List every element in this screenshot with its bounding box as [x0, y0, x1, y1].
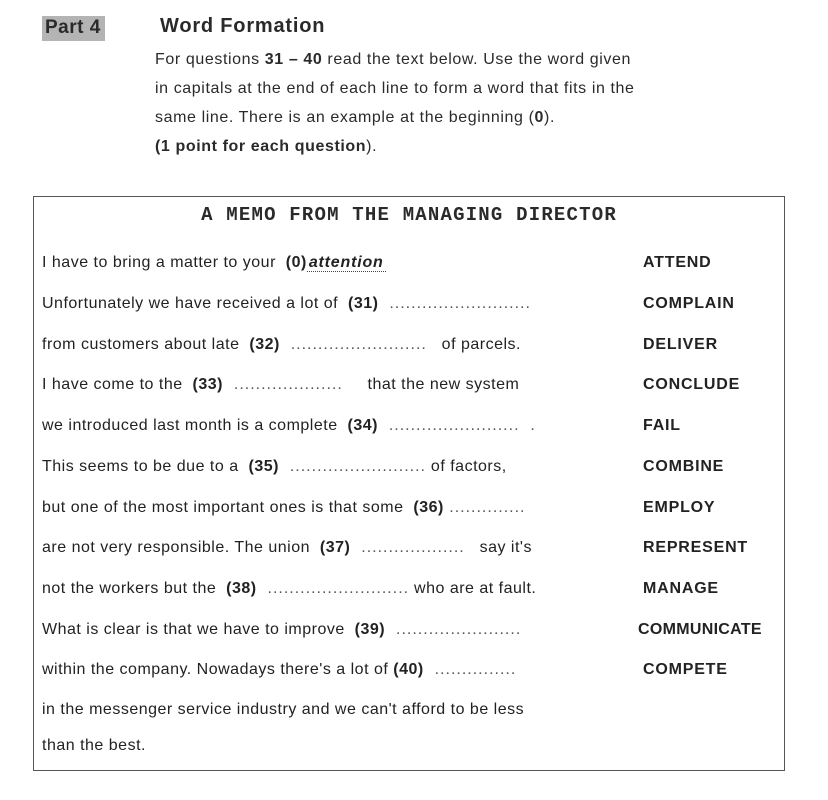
- line-text: of factors,: [425, 458, 507, 475]
- instructions-line-3: same line. There is an example at the beginning (0).: [155, 109, 556, 126]
- memo-line: [42, 336, 521, 358]
- memo-line: [42, 701, 524, 723]
- stem-word: REPRESENT: [643, 539, 748, 556]
- question-number: (36): [413, 499, 444, 516]
- instructions: [155, 49, 755, 165]
- question-number: (31): [348, 295, 379, 312]
- stem-word: COMPLAIN: [643, 295, 735, 312]
- question-number: (39): [354, 621, 386, 638]
- question-number: (37): [319, 539, 351, 556]
- line-text: I have come to the: [42, 376, 193, 393]
- question-number: (34): [347, 417, 378, 434]
- answer-blank: ..........................: [378, 295, 531, 312]
- memo-line: [42, 661, 516, 683]
- answer-blank: .......................: [385, 621, 522, 638]
- answer-blank: ..............: [443, 499, 526, 516]
- example-answer: attention: [308, 254, 384, 271]
- answer-blank: ...................: [350, 539, 465, 556]
- memo-line: [42, 737, 146, 759]
- stem-word: COMBINE: [643, 458, 725, 475]
- question-number: (38): [226, 580, 257, 597]
- answer-blank: .........................: [278, 458, 426, 475]
- question-number: (35): [248, 458, 279, 475]
- memo-line: [42, 539, 532, 561]
- answer-blank: ...............: [423, 661, 517, 678]
- answer-blank: ....................: [222, 376, 343, 393]
- stem-word: COMPETE: [643, 661, 728, 678]
- stem-word: ATTEND: [643, 254, 712, 271]
- line-text: that the new system: [342, 376, 520, 393]
- question-number: (40): [393, 661, 424, 678]
- line-text: than the best.: [42, 737, 146, 754]
- memo-line: [42, 580, 536, 602]
- memo-line: [42, 295, 531, 317]
- line-text: not the workers but the: [42, 580, 227, 597]
- memo-line: [42, 254, 386, 276]
- stem-word: FAIL: [643, 417, 681, 434]
- memo-line: [42, 458, 507, 480]
- memo-box: [33, 196, 785, 771]
- memo-line: [42, 417, 536, 439]
- line-text: What is clear is that we have to improve: [42, 621, 355, 638]
- instructions-line-2: in capitals at the end of each line to form a word that fits in the: [155, 80, 635, 97]
- line-text: we introduced last month is a complete: [42, 417, 348, 434]
- answer-blank: ..........................: [256, 580, 410, 597]
- line-text: of parcels.: [426, 336, 521, 353]
- line-text: I have to bring a matter to your: [42, 254, 286, 271]
- instructions-line-1: For questions 31 – 40 read the text below. Use the word given: [155, 51, 631, 68]
- stem-word: EMPLOY: [643, 499, 716, 516]
- section-title: Word Formation: [160, 15, 326, 37]
- question-number: (33): [192, 376, 223, 393]
- line-text: Unfortunately we have received a lot of: [42, 295, 348, 312]
- question-number: (0): [285, 254, 307, 271]
- line-text: from customers about late: [42, 336, 250, 353]
- line-text: This seems to be due to a: [42, 458, 249, 475]
- stem-word: DELIVER: [643, 336, 718, 353]
- memo-title: A MEMO FROM THE MANAGING DIRECTOR: [201, 204, 617, 226]
- answer-blank: .........................: [279, 336, 427, 353]
- line-text: within the company. Nowadays there's a lot of: [42, 661, 394, 678]
- instructions-line-4: (1 point for each question).: [155, 138, 378, 155]
- stem-word: CONCLUDE: [643, 376, 741, 393]
- stem-word: MANAGE: [643, 580, 719, 597]
- line-text: who are at fault.: [409, 580, 537, 597]
- answer-blank: ........................ .: [377, 417, 536, 434]
- part-label: Part 4: [42, 16, 105, 41]
- line-text: are not very responsible. The union: [42, 539, 320, 556]
- memo-line: [42, 499, 526, 521]
- line-text: say it's: [464, 539, 532, 556]
- line-text: but one of the most important ones is that some: [42, 499, 414, 516]
- question-number: (32): [249, 336, 280, 353]
- memo-line: [42, 621, 521, 643]
- stem-word: COMMUNICATE: [638, 621, 762, 638]
- memo-line: [42, 376, 519, 398]
- line-text: in the messenger service industry and we can't afford to be less: [42, 701, 525, 718]
